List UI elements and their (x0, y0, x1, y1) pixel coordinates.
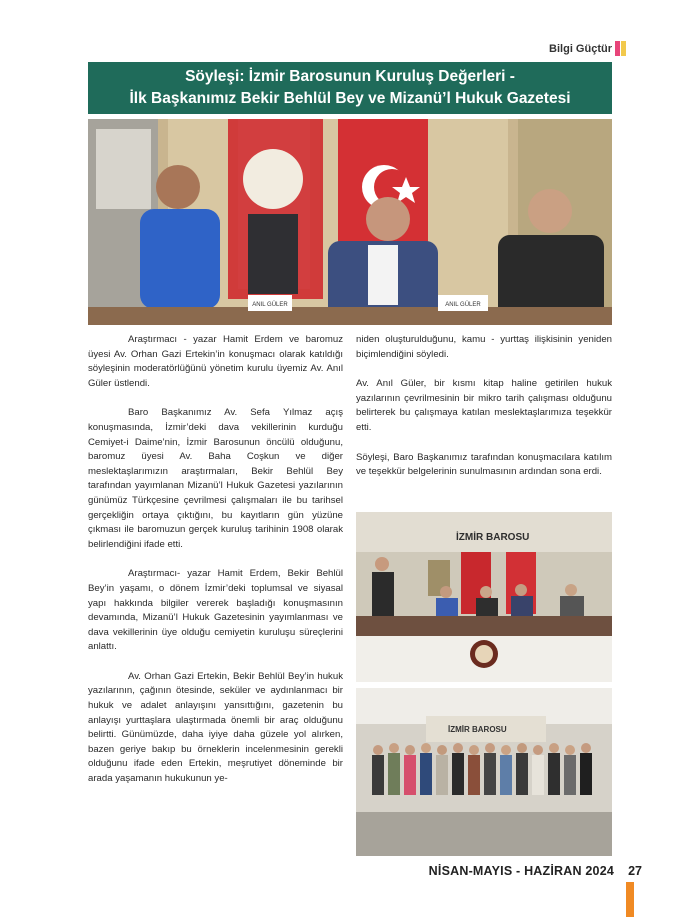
nameplate-2: ANIL GÜLER (445, 302, 481, 308)
right-column-text (356, 333, 612, 495)
paragraph-4: Av. Orhan Gazi Ertekin, Bekir Behlül Bey’in hukuk yazılarının, çağının ötesinde, seküler ve aydınlanmacı bir hukuk ve adalet anlayışını yansıttığını, gazetenin bu anlayışı yurttaşlara ulaştırmada önemli bir araç olduğunu belirtti. Günümüzde, daha iyiye daha güzele yol alırken, bazen geriye bakıp bu örneklerin incelenmesinin gerekli olduğunu ifade eden Ertekin, meşrutiyet döneminde bir arada yaşamanın hukukunun ye- (88, 670, 343, 785)
footer-accent-bar (626, 882, 634, 917)
article-title-line-2: İlk Başkanımız Bekir Behlül Bey ve Mizanü’l Hukuk Gazetesi (129, 90, 571, 107)
photo-group (356, 688, 612, 856)
paragraph-2: Baro Başkanımız Av. Sefa Yılmaz açış konuşmasında, İzmir’deki dava vekillerinin kurduğu Cemiyet-i Daime’nin, İzmir Barosunun öncülü olduğunu, baromuz üyesi Av. Baha Coşkun ve diğer meslektaşlarımızın araştırmaları, Bekir Behlül Bey tarafından yayımlanan Mizanü’l Hukuk Gazetesi yazılarının günümüz Türkçesine çevrilmesi çalışmaları ile bu tarihsel gerçekliğin ortaya çıktığını, bu kayıtların gün yüzüne çıkması ile baromuzun gerçek kuruluş tarihinin 1908 olarak belirlendiğini ifade etti. (88, 407, 343, 550)
photo-panel-stage (356, 512, 612, 682)
paragraph-3: Araştırmacı- yazar Hamit Erdem, Bekir Behlül Bey’in yaşamı, o dönem İzmir’deki toplumsal ve siyasal yapı hakkında bilgiler vererek başladığı konuşmasının devamında, Mizanü’l Hukuk Gazetesinin yayımlanması ve dava vekillerinin üye olduğu cemiyetin kuruluşu süreçlerini anlattı. (88, 568, 343, 653)
main-photo-speakers (88, 119, 612, 325)
paragraph-6: Av. Anıl Güler, bir kısmı kitap haline getirilen hukuk yazılarının çevrilmesinin bir mikro tarih çalışması olduğunu belirterek bu çalışmaya katılan meslektaşlarımıza teşekkür etti. (356, 378, 612, 433)
page-number: 27 (628, 864, 642, 878)
main-photo-illustration (88, 119, 612, 325)
section-tag: Bilgi Güçtür (549, 43, 612, 55)
left-column-text (88, 333, 343, 802)
footer-issue: NİSAN-MAYIS - HAZİRAN 2024 (428, 864, 614, 878)
photo-group-sign: İZMİR BAROSU (448, 725, 507, 734)
article-title-line-1: Söyleşi: İzmir Barosunun Kuruluş Değerleri - (185, 68, 515, 85)
photo-panel-sign: İZMİR BAROSU (456, 532, 530, 543)
photo-panel-stage-illustration (356, 512, 612, 682)
article-title-banner (88, 62, 612, 114)
paragraph-5: niden oluşturulduğunu, kamu - yurttaş ilişkisinin yeniden biçimlendiğini söyledi. (356, 334, 612, 360)
paragraph-7: Söyleşi, Baro Başkanımız tarafından konuşmacılara katılım ve teşekkür belgelerinin sunulmasının ardından sona erdi. (356, 451, 612, 478)
section-tag-bar-yellow (621, 41, 626, 56)
nameplate-1: ANIL GÜLER (252, 302, 288, 308)
section-tag-bar-pink (615, 41, 620, 56)
paragraph-1: Araştırmacı - yazar Hamit Erdem ve baromuz üyesi Av. Orhan Gazi Ertekin’in konuşmacı olarak katıldığı söyleşinin moderatörlüğünü yönetim kurulu üyemiz Av. Anıl Güler üstlendi. (88, 334, 343, 389)
photo-group-illustration (356, 688, 612, 856)
